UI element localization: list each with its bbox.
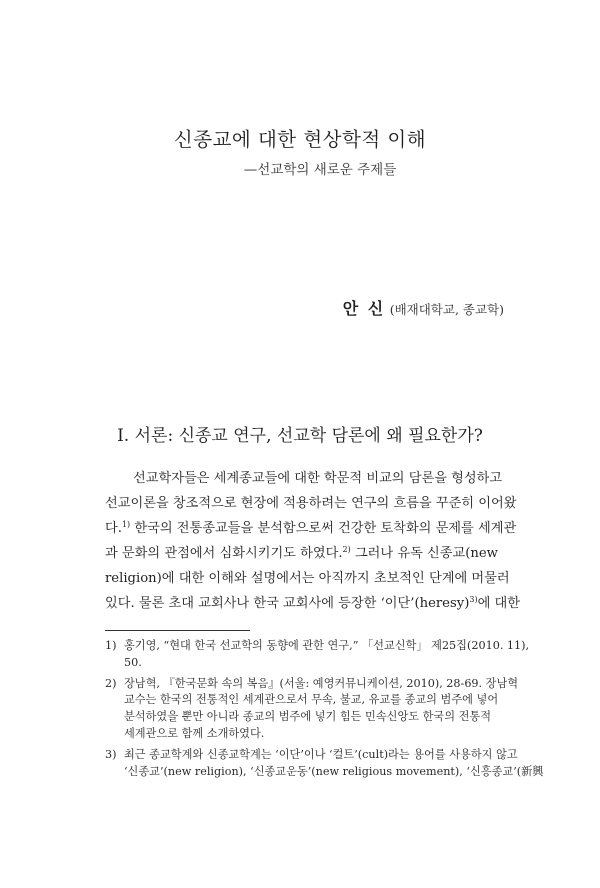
author-block — [343, 296, 504, 319]
footnote-line: 50. — [124, 655, 142, 669]
article-subtitle: —선교학의 새로운 주제들 — [243, 162, 397, 178]
body-line: religion)에 대한 이해와 설명에서는 아직까지 초보적인 단계에 머물러 — [105, 571, 510, 586]
footnote — [105, 747, 544, 781]
footnote-ref[interactable]: 1) — [121, 520, 131, 529]
body-text — [105, 466, 520, 616]
footnote-line: 장남혁, 『한국문화 속의 복음』(서울: 예영커뮤니케이션, 2010), 28-69. 장남혁 — [124, 676, 519, 690]
body-line: 있다. 물론 초대 교회사나 한국 교회사에 등장한 ‘이단’(heresy)$^{3)}$에 대한 — [105, 595, 520, 611]
footnote-number: 1) — [105, 639, 117, 652]
footnote-line: 홍기영, “현대 한국 선교학의 동향에 관한 연구,” 「선교신학」 제25집(2010. 11), — [124, 639, 530, 652]
footnote-separator — [105, 630, 250, 631]
footnote-number: 2) — [105, 676, 117, 690]
section-heading: I. 서론: 신종교 연구, 선교학 담론에 왜 필요한가? — [117, 426, 483, 446]
author-name: 안 신 — [342, 299, 386, 318]
footnote-line: ‘신종교’(new religion), ‘신종교운동’(new religious movement), ‘신흥종교’(新興 — [124, 764, 544, 778]
author-affiliation: (배재대학교, 종교학) — [389, 302, 504, 317]
footnote-number: 3) — [105, 747, 117, 761]
footnotes — [105, 638, 544, 784]
body-line: 선교이론을 창조적으로 현장에 적용하려는 연구의 흐름을 꾸준히 이어왔 — [105, 496, 517, 511]
footnote-line: 세계관으로 함께 소개하였다. — [124, 726, 265, 740]
footnote-line: 최근 종교학계와 신종교학계는 ‘이단’이나 ‘컬트’(cult)라는 용어를 사용하지 않고 — [124, 747, 518, 761]
body-line: 다.$^{1)}$ 한국의 전통종교들을 분석함으로써 건강한 토착화의 문제를 세계관 — [105, 520, 517, 536]
footnote-ref[interactable]: 2) — [342, 545, 351, 554]
footnote-ref[interactable]: 3) — [469, 595, 478, 604]
body-line: 과 문화의 관점에서 심화시키기도 하였다.$^{2)}$ 그러나 유독 신종교(new — [105, 545, 498, 561]
footnote — [105, 638, 530, 672]
body-line: 선교학자들은 세계종교들에 대한 학문적 비교의 담론을 형성하고 — [133, 471, 503, 486]
footnote-line: 교수는 한국의 전통적인 세계관으로서 무속, 불교, 유교를 종교의 범주에 넣어 — [124, 693, 499, 707]
footnote — [105, 676, 519, 743]
footnote-line: 분석하였을 뿐만 아니라 종교의 범주에 넣기 힘든 민속신앙도 한국의 전통적 — [124, 710, 492, 724]
article-title: 신종교에 대한 현상학적 이해 — [173, 128, 427, 151]
